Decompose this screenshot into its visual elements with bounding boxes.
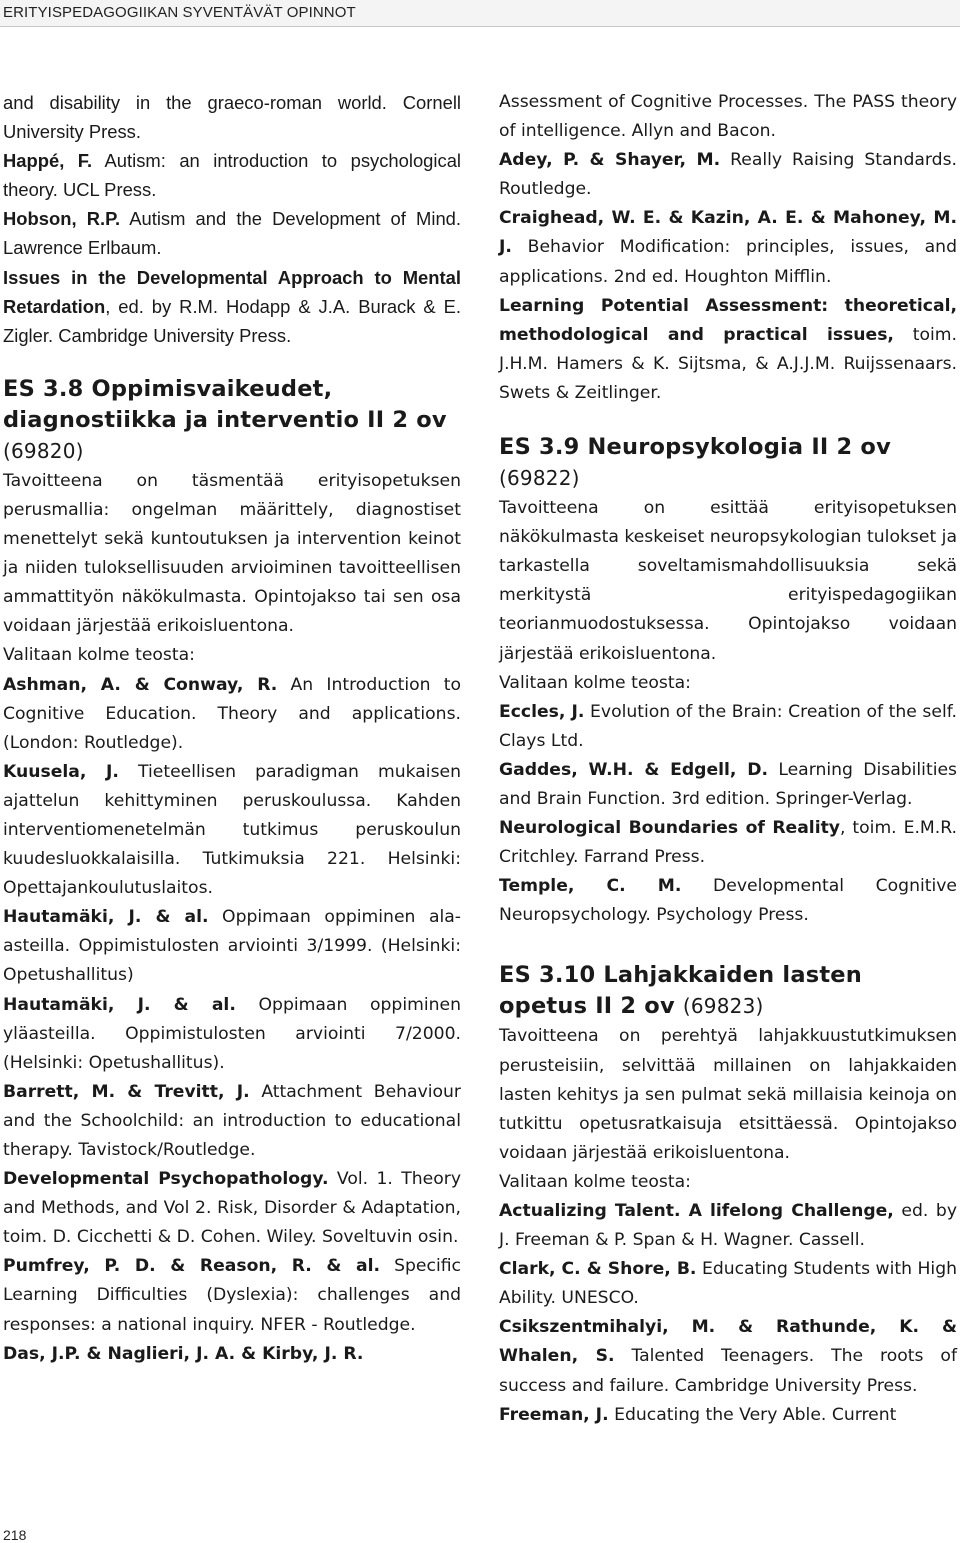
reference-text: Assessment of Cognitive Processes. The PASS theory of intelligence. Allyn and Bacon.: [499, 92, 957, 142]
reference-text: Educating Students with High Ability. UNESCO.: [499, 1259, 957, 1309]
reference-author: Temple, C. M.: [499, 876, 682, 897]
reference-author: Hobson, R.P.: [3, 208, 121, 230]
reference-entry: [499, 872, 957, 930]
reference-author: Csikszentmihalyi, M. & Rathunde, K. & Whalen, S.: [499, 1317, 957, 1367]
reference-text: Educating the Very Able. Current: [608, 1404, 897, 1425]
reference-entry: [3, 204, 461, 262]
reference-text: Developmental Cognitive Neuropsychology. Psychology Press.: [499, 876, 957, 926]
reference-author: Actualizing Talent. A lifelong Challenge,: [499, 1201, 894, 1221]
reference-text: Oppimaan oppiminen yläasteilla. Oppimistulosten arviointi 7/2000. (Helsinki: Opetushallitus).: [3, 994, 461, 1073]
reference-entry: [499, 88, 957, 146]
reference-entry: [3, 758, 461, 903]
reference-author: Ashman, A. & Conway, R.: [3, 674, 278, 695]
reference-author: Barrett, M. & Trevitt, J.: [3, 1081, 250, 1102]
section-description: Tavoitteena on täsmentää erityisopetuksen perusmallia: ongelman määrittely, diagnostiset menettelyt sekä kuntoutuksen ja intervention keinot ja niiden tuloksellisuuden arvioiminen tavoitteellisen ammattityön näkökulmasta. Opintojakso tai sen osa voidaan järjestää erikoisluentona.: [3, 470, 461, 637]
reference-entry: [499, 146, 957, 204]
reference-author: Freeman, J.: [499, 1404, 609, 1425]
reference-author: Neurological Boundaries of Reality: [499, 818, 841, 839]
course-code: (69822): [499, 466, 580, 491]
reference-author: Hautamäki, J. & al.: [3, 994, 236, 1015]
reference-entry: [3, 991, 461, 1078]
reference-author: Hautamäki, J. & al.: [3, 907, 209, 928]
reference-author: Eccles, J.: [499, 701, 585, 722]
reference-author: Craighead, W. E. & Kazin, A. E. & Mahoney, M. J.: [499, 208, 957, 258]
section-description: Tavoitteena on perehtyä lahjakkuustutkimuksen perusteisiin, selvittää millainen on lahjakkaiden lasten kehitys ja sen pulmat sekä millaisia keinoja on tutkittu opetusratkaisuja etsittäessä. Opintojakso voidaan järjestää erikoisluentona.: [499, 1026, 957, 1163]
section-description: Tavoitteena on esittää erityisopetuksen näkökulmasta keskeiset neuropsykologian tulokset ja tarkastella soveltamismahdollisuuksia sekä merkitystä erityispedagogiikan teorianmuodostuksessa. Opintojakso voidaan järjestää erikoisluentona.: [499, 498, 957, 664]
reference-entry: [3, 1340, 461, 1369]
reference-author: Gaddes, W.H. & Edgell, D.: [499, 759, 769, 780]
course-code: (69820): [3, 438, 84, 463]
reference-text: toim. J.H.M. Hamers & K. Sijtsma, & A.J.J.M. Ruijssenaars. Swets & Zeitlinger.: [499, 324, 957, 403]
reference-entry: [499, 1255, 957, 1313]
reference-entry: [499, 1197, 957, 1255]
reference-author: Clark, C. & Shore, B.: [499, 1259, 697, 1280]
reference-text: and disability in the graeco-roman world. Cornell University Press.: [3, 92, 461, 143]
choose-label: Valitaan kolme teosta:: [3, 645, 195, 666]
reference-entry: [3, 146, 461, 204]
section-title: ES 3.10 Lahjakkaiden lasten opetus II 2 ov: [499, 962, 862, 1020]
reference-entry: [499, 292, 957, 408]
reference-text: Vol. 1. Theory and Methods, and Vol 2. Risk, Disorder & Adaptation, toim. D. Cicchetti & D. Cohen. Wiley. Soveltuvin osin.: [3, 1169, 461, 1248]
reference-text: An Introduction to Cognitive Education. Theory and applications. (London: Routledge).: [3, 674, 461, 753]
section-title: ES 3.8 Oppimisvaikeudet, diagnostiikka ja interventio II 2 ov: [3, 375, 447, 433]
reference-entry: [499, 1313, 957, 1400]
reference-author: Issues in the Developmental Approach to Mental Retardation: [3, 266, 461, 317]
reference-entry: [499, 756, 957, 814]
reference-text: Tieteellisen paradigman mukaisen ajattelun kehittyminen peruskoulussa. Kahden interventiomenetelmän tutkimus peruskoulun kuudesluokkalaisilla. Tutkimuksia 221. Helsinki: Opettajankoulutuslaitos.: [3, 761, 461, 899]
reference-author: Developmental Psychopathology.: [3, 1169, 329, 1190]
section-heading-es39: [499, 432, 957, 494]
choose-label: Valitaan kolme teosta:: [499, 1171, 691, 1192]
running-header: [0, 0, 960, 27]
reference-entry: [3, 1165, 461, 1252]
reference-entry: [499, 204, 957, 291]
reference-text: ed. by J. Freeman & P. Span & H. Wagner. Cassell.: [499, 1201, 957, 1251]
left-column: [3, 88, 461, 1369]
header-title: ERITYISPEDAGOGIIKAN SYVENTÄVÄT OPINNOT: [3, 4, 356, 21]
reference-entry: [499, 698, 957, 756]
reference-author: Pumfrey, P. D. & Reason, R. & al.: [3, 1256, 381, 1277]
reference-entry: [3, 88, 461, 146]
reference-author: Learning Potential Assessment: theoretical, methodological and practical issues,: [499, 295, 957, 345]
reference-text: Autism: an introduction to psychological theory. UCL Press.: [3, 150, 462, 201]
reference-text: Oppimaan oppiminen ala-asteilla. Oppimistulosten arviointi 3/1999. (Helsinki: Opetushallitus): [3, 907, 461, 986]
reference-entry: [3, 1252, 461, 1339]
reference-text: Really Raising Standards. Routledge.: [499, 150, 957, 200]
course-code: (69823): [682, 994, 764, 1019]
reference-entry: [3, 263, 461, 350]
reference-entry: [499, 814, 957, 872]
reference-text: Evolution of the Brain: Creation of the self. Clays Ltd.: [499, 701, 957, 751]
reference-author: Kuusela, J.: [3, 761, 119, 782]
reference-author: Das, J.P. & Naglieri, J. A. & Kirby, J. R.: [3, 1343, 364, 1364]
section-heading-es310: [499, 960, 957, 1022]
reference-text: , ed. by R.M. Hodapp & J.A. Burack & E. Zigler. Cambridge University Press.: [3, 295, 461, 346]
reference-entry: [499, 1401, 957, 1430]
reference-entry: [3, 903, 461, 990]
page-number: 218: [3, 1527, 27, 1543]
choose-label: Valitaan kolme teosta:: [499, 672, 691, 693]
reference-text: Specific Learning Difficulties (Dyslexia): challenges and responses: a national inquiry. NFER - Routledge.: [3, 1256, 461, 1335]
reference-author: Happé, F.: [3, 150, 93, 172]
right-column: [499, 88, 957, 1430]
reference-entry: [3, 671, 461, 758]
reference-text: Talented Teenagers. The roots of success and failure. Cambridge University Press.: [499, 1346, 957, 1396]
reference-text: Learning Disabilities and Brain Function. 3rd edition. Springer-Verlag.: [499, 759, 958, 809]
reference-text: Autism and the Development of Mind. Lawrence Erlbaum.: [3, 208, 462, 259]
reference-text: , toim. E.M.R. Critchley. Farrand Press.: [499, 818, 957, 868]
reference-entry: [3, 1078, 461, 1165]
reference-text: Behavior Modification: principles, issues, and applications. 2nd ed. Houghton Mifflin.: [499, 237, 957, 287]
reference-text: Attachment Behaviour and the Schoolchild: an introduction to educational therapy. Tavistock/Routledge.: [3, 1081, 461, 1160]
section-heading-es38: [3, 374, 461, 467]
section-title: ES 3.9 Neuropsykologia II 2 ov: [499, 434, 891, 461]
reference-author: Adey, P. & Shayer, M.: [499, 150, 721, 171]
